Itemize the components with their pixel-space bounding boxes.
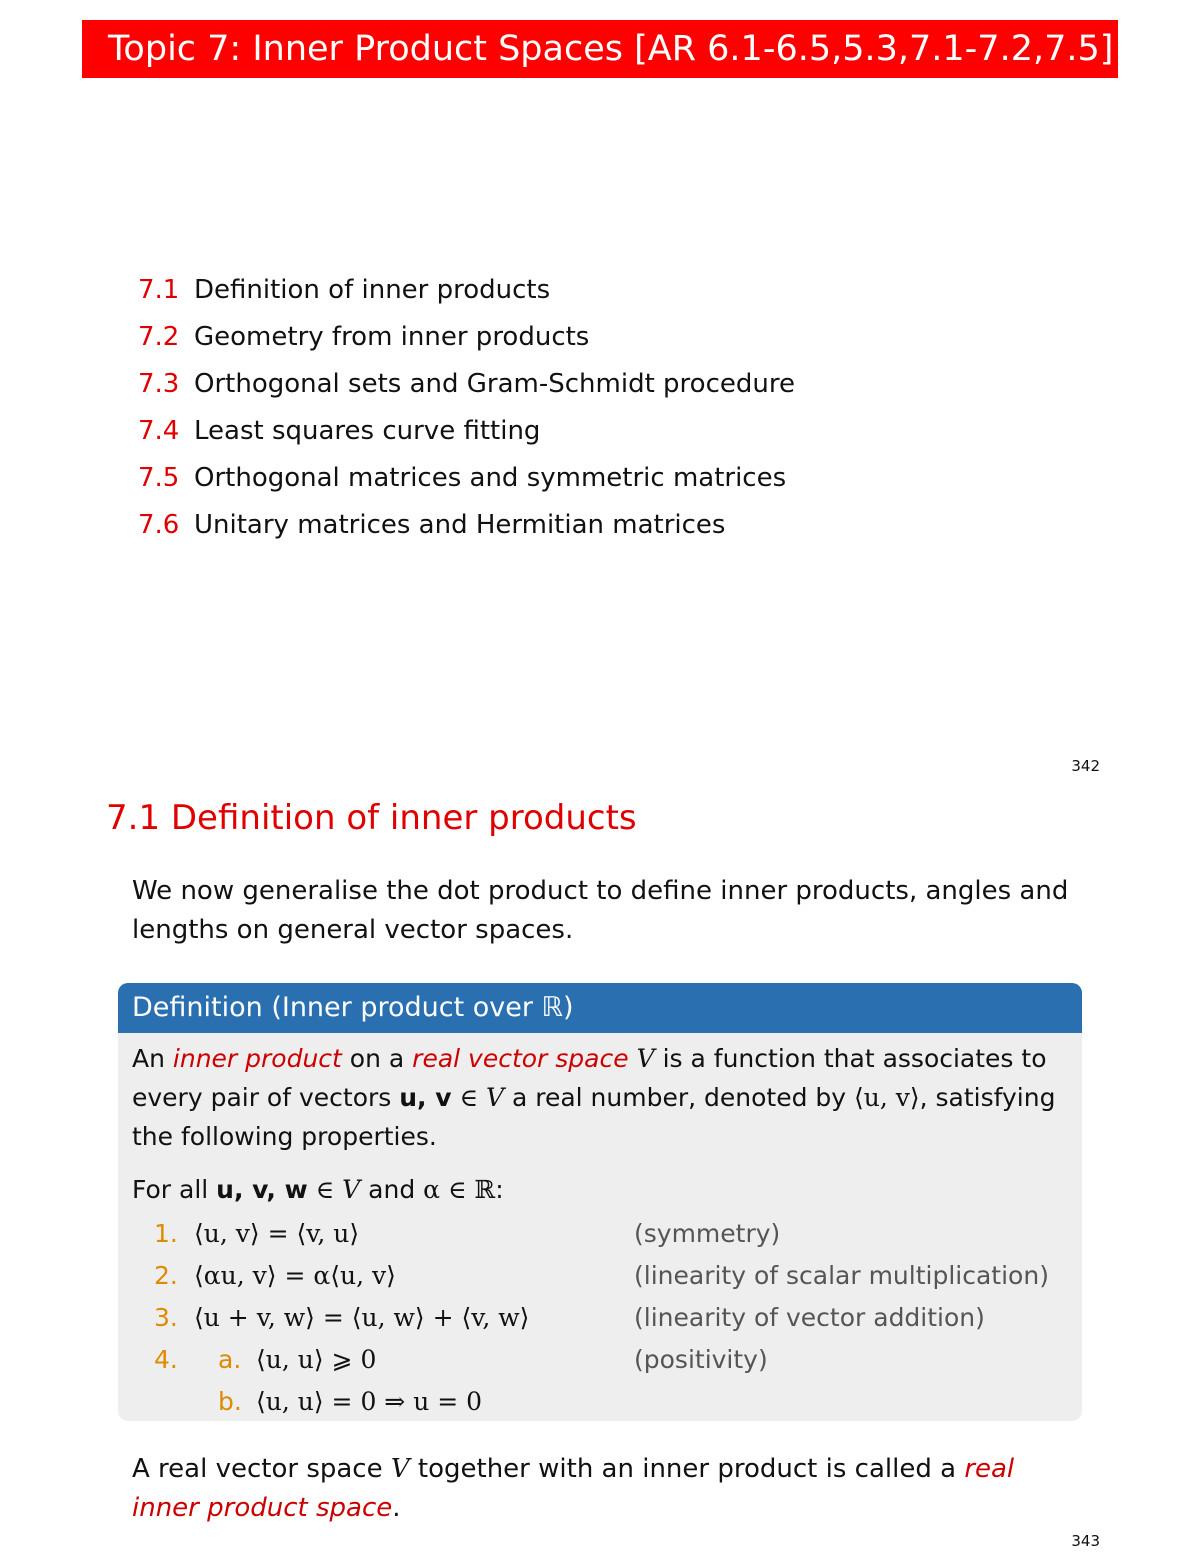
definition-statement [132,1039,1068,1156]
text: , satisfying the following properties. [132,1083,1056,1151]
toc-number: 7.1 [138,275,180,305]
toc-label: Orthogonal matrices and symmetric matrices [194,463,787,493]
toc-label: Definition of inner products [194,275,551,305]
math-symbol: V [636,1044,655,1073]
property-formula: ⟨u, v⟩ = ⟨v, u⟩ [194,1219,360,1248]
toc-item[interactable] [138,317,795,364]
property-note: (linearity of vector addition) [634,1303,985,1332]
property-formula: ⟨u, u⟩ ⩾ 0 [256,1345,377,1374]
text: For all [132,1175,217,1204]
toc-label: Orthogonal sets and Gram-Schmidt procedure [194,369,795,399]
text: A real vector space [132,1454,391,1484]
toc-item[interactable] [138,505,795,552]
property-item [132,1381,1068,1421]
section-title: 7.1 Definition of inner products [106,798,637,838]
toc-label: Least squares curve fitting [194,416,541,446]
toc-label: Geometry from inner products [194,322,590,352]
page-number: 343 [1071,1532,1100,1550]
math-symbol: ∈ [451,1083,486,1112]
term-inner-product: inner product [172,1044,342,1073]
property-item [132,1255,1068,1297]
toc-number: 7.2 [138,322,180,352]
slide-title: Topic 7: Inner Product Spaces [AR 6.1-6.5,5.3,7.1-7.2,7.5] [82,20,1118,78]
text: . [392,1493,401,1523]
closing-paragraph [132,1450,1082,1528]
property-formula: ⟨u + v, w⟩ = ⟨u, w⟩ + ⟨v, w⟩ [194,1303,530,1332]
text: and [360,1175,424,1204]
text: a real number, denoted by [504,1083,855,1112]
toc-item[interactable] [138,458,795,505]
toc-number: 7.5 [138,463,180,493]
math-symbol: V [390,1454,410,1484]
property-note: (linearity of scalar multiplication) [634,1261,1049,1290]
definition-body [118,1033,1082,1421]
math-symbol: V [342,1175,361,1204]
property-formula: ⟨u, u⟩ = 0 ⇒ u = 0 [256,1387,483,1416]
property-sub-label: b. [218,1387,242,1416]
math-vectors: u, v [399,1083,452,1112]
property-note: (symmetry) [634,1219,781,1248]
definition-block [118,983,1082,1421]
property-formula: ⟨αu, v⟩ = α⟨u, v⟩ [194,1261,396,1290]
property-note: (positivity) [634,1345,768,1374]
text: An [132,1044,173,1073]
text: on a [341,1044,413,1073]
toc-item[interactable] [138,411,795,458]
definition-heading: Definition (Inner product over ℝ) [118,983,1082,1033]
text: together with an inner product is called a [409,1454,965,1484]
math-inner-product: ⟨u, v⟩ [854,1083,920,1112]
table-of-contents [138,270,795,552]
math-symbol: V [485,1083,505,1112]
property-list [132,1213,1068,1421]
toc-number: 7.3 [138,369,180,399]
toc-item[interactable] [138,364,795,411]
page-number: 342 [1071,757,1100,775]
property-sub-label: a. [218,1345,242,1374]
intro-paragraph: We now generalise the dot product to define inner products, angles and lengths on general vector spaces. [132,876,1069,945]
math-symbol: α ∈ ℝ [423,1175,496,1204]
quantifier-line [132,1170,1068,1209]
property-number: 2. [154,1261,178,1290]
property-item [132,1339,1068,1381]
text: : [495,1175,504,1204]
toc-number: 7.4 [138,416,180,446]
term-real-vector-space: real vector space [412,1044,629,1073]
toc-label: Unitary matrices and Hermitian matrices [194,510,726,540]
property-number: 1. [154,1219,178,1248]
property-item [132,1297,1068,1339]
toc-item[interactable] [138,270,795,317]
term-real-inner-product-space: real inner product space [132,1454,1015,1523]
property-item [132,1213,1068,1255]
math-vectors: u, v, w [216,1175,308,1204]
math-symbol: ∈ [307,1175,343,1204]
toc-number: 7.6 [138,510,180,540]
property-number: 3. [154,1303,178,1332]
text [629,1044,637,1073]
text: is a function that associates to every pair of vectors [132,1044,1047,1112]
property-number: 4. [154,1345,178,1374]
